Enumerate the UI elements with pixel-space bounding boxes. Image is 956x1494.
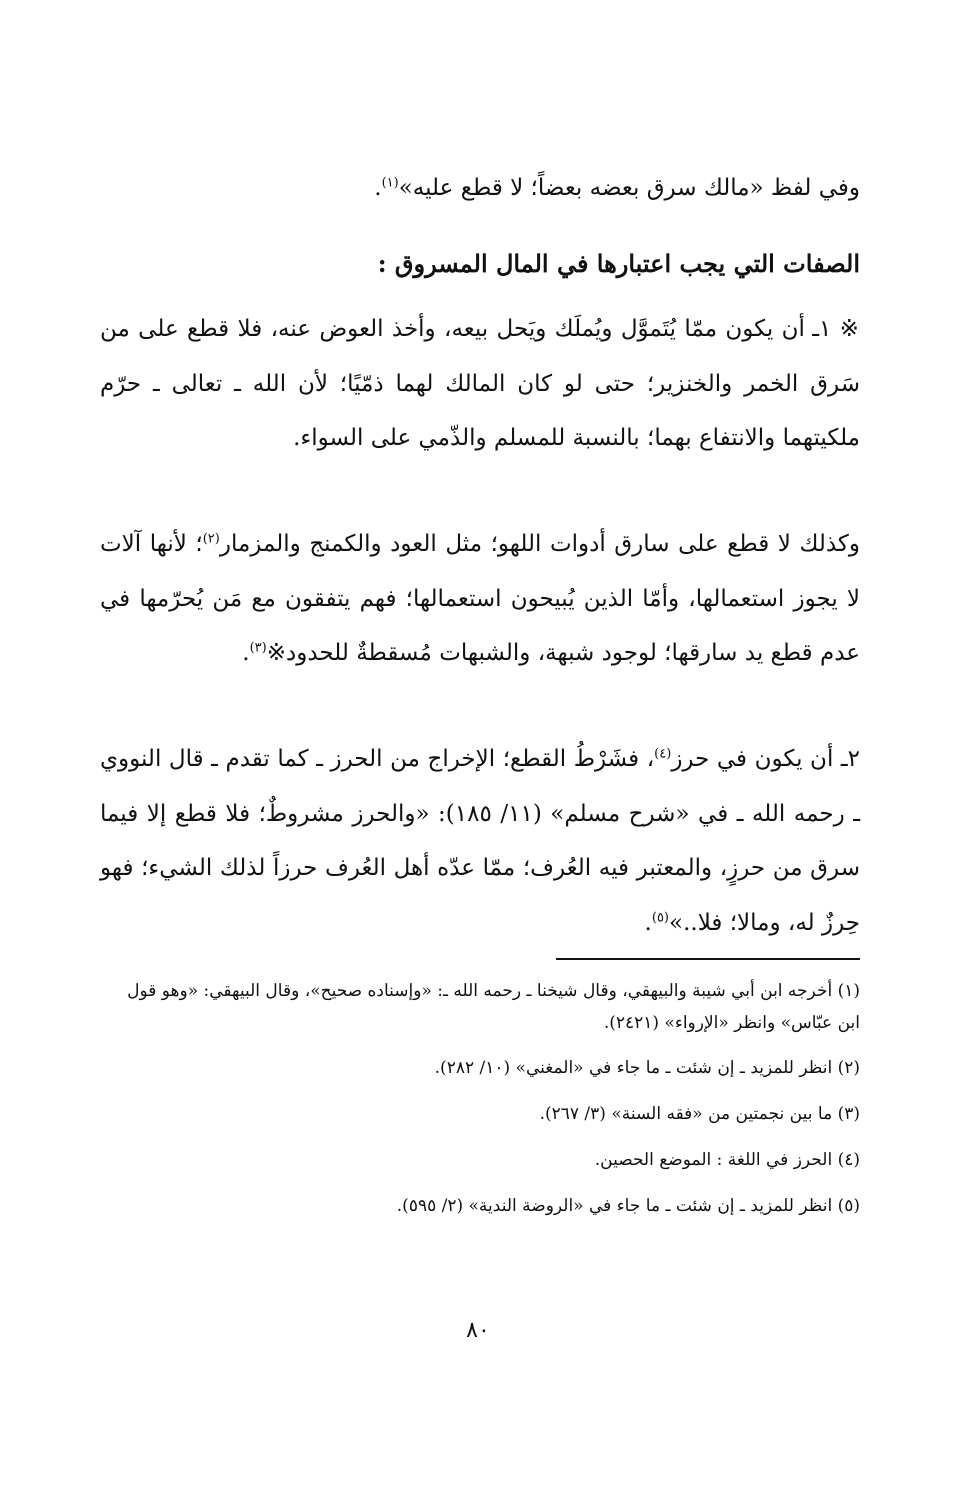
footnote-ref-4: (٤) <box>654 746 672 762</box>
intro-text: وفي لفظ «مالك سرق بعضه بعضاً؛ لا قطع عليه» <box>398 175 860 201</box>
intro-line <box>100 168 860 208</box>
footnote-ref-1: (١) <box>381 175 399 191</box>
page-number: ٨٠ <box>466 1318 490 1343</box>
footnote-ref-5: (٥) <box>651 909 669 925</box>
paragraph-1: ※ ١ـ أن يكون ممّا يُتَموَّل ويُملَك ويَحل بيعه، وأخذ العوض عنه، فلا قطع على من سَرق الخمر والخنزير؛ حتى لو كان المالك لهما ذمّيًا؛ لأن الله ـ تعالى ـ حرّم ملكيتهما والانتفاع بهما؛ بالنسبة للمسلم والذّمي على السواء. <box>100 316 860 451</box>
footnote-ref-2: (٢) <box>202 531 220 547</box>
intro-end: . <box>374 175 382 201</box>
section-heading: الصفات التي يجب اعتبارها في المال المسروق : <box>377 249 860 278</box>
paragraph-2-end: . <box>242 640 250 666</box>
paragraph-3 <box>100 732 860 950</box>
paragraph-3-part-a: ٢ـ أن يكون في حرز <box>671 746 860 772</box>
footnote-1: (١) أخرجه ابن أبي شيبة والبيهقي، وقال شيخنا ـ رحمه الله ـ: «وإسناده صحيح»، وقال البيهقي: «وهو قول ابن عبّاس» وانظر «الإرواء» (٢٤٢١). <box>127 981 860 1033</box>
footnote-ref-3: (٣) <box>249 640 267 656</box>
paragraph-3-end: . <box>644 909 652 936</box>
footnote-5: (٥) انظر للمزيد ـ إن شئت ـ ما جاء في «الروضة الندية» (٢/ ٥٩٥). <box>396 1196 860 1216</box>
paragraph-2 <box>100 517 860 681</box>
paragraph-3-part-b: ، فشَرْطُ القطع؛ الإخراج من الحرز ـ كما تقدم ـ قال النووي ـ رحمه الله ـ في «شرح مسلم» (١١/ ١٨٥): «والحرز مشروطٌ؛ فلا قطع إلا فيما سرق من حرزٍ، والمعتبر فيه العُرف؛ ممّا عدّه أهل العُرف حرزاً لذلك الشيء؛ فهو حِرزٌ له، ومالا؛ فلا..» <box>100 746 860 936</box>
footnote-separator <box>556 958 860 960</box>
footnote-4: (٤) الحرز في اللغة : الموضع الحصين. <box>594 1150 860 1170</box>
paragraph-2-part-b: ؛ لأنها آلات لا يجوز استعمالها، وأمّا الذين يُبيحون استعمالها؛ فهم يتفقون مع مَن يُحرّمها في عدم قطع يد سارقها؛ لوجود شبهة، والشبهات مُسقطةٌ للحدود※ <box>100 531 860 666</box>
footnotes <box>100 975 860 1237</box>
footnote-3: (٣) ما بين نجمتين من «فقه السنة» (٣/ ٢٦٧). <box>539 1104 860 1124</box>
paragraph-2-part-a: وكذلك لا قطع على سارق أدوات اللهو؛ مثل العود والكمنج والمزمار <box>219 531 860 557</box>
footnote-2: (٢) انظر للمزيد ـ إن شئت ـ ما جاء في «المغني» (١٠/ ٢٨٢). <box>434 1058 860 1078</box>
